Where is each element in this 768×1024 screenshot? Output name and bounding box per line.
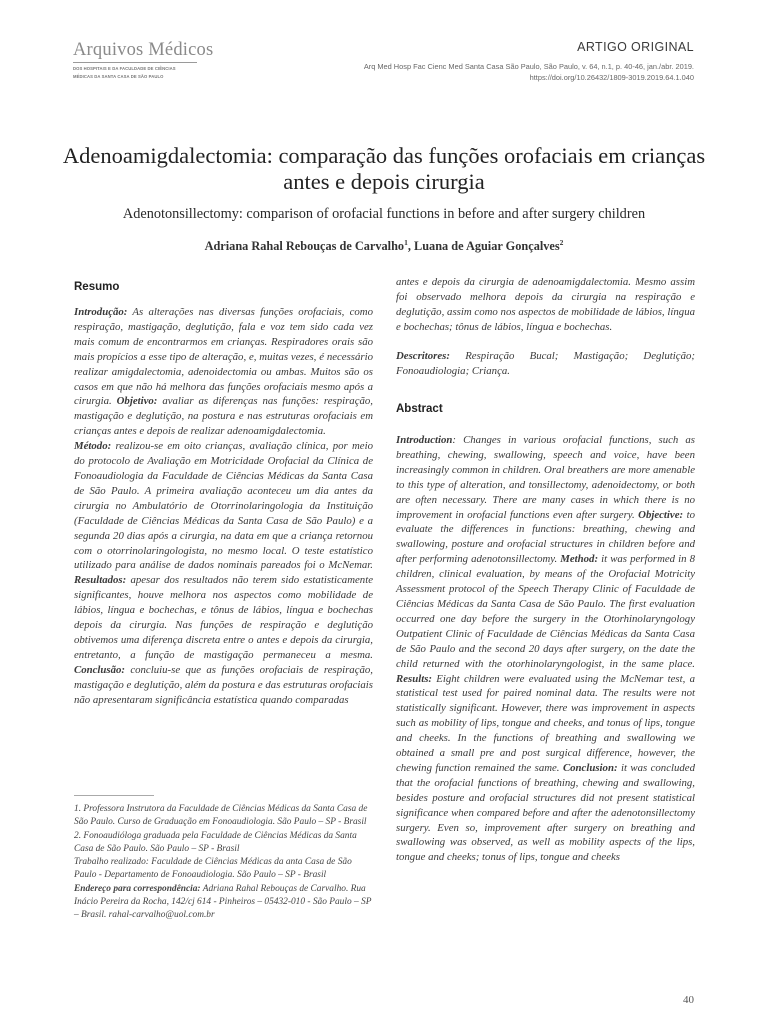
journal-logo <box>73 40 213 79</box>
resumo-paragraph <box>74 305 373 439</box>
citation <box>364 61 694 83</box>
resumo-body <box>74 305 373 707</box>
resumo-intro-text: As alterações nas diversas funções orofaciais, como respiração, mastigação, deglutição, fala e voz tem sido cada vez mais comum de encontrarmos em crianças. Respiradores orais são mais propícios a esse tipo de alteração, e, muitas vezes, é necessário realizar amigdalectomia, adenoidectomia ou ambas. Muitos são os casos em que não há melhora das funções orofaciais mesmo após a cirurgia. <box>74 306 373 408</box>
label-introducao: Introdução: <box>74 306 128 318</box>
resumo-conclusion-text: concluiu-se que as funções orofaciais de respiração, mastigação e deglutição, além da postura e das estruturas orofaciais não apresentaram significância estatística quando comparadas <box>74 663 373 706</box>
author-affiliation-mark: 2 <box>559 238 564 247</box>
label-results: Results: <box>396 672 432 685</box>
doi-link[interactable]: https://doi.org/10.26432/1809-3019.2019.64.1.040 <box>529 73 694 82</box>
journal-subtitle-line1: DOS HOSPITAIS E DA FACULDADE DE CIÊNCIAS <box>73 66 176 71</box>
abstract-intro-text: : Changes in various orofacial functions, such as breathing, chewing, swallowing, speech and voice, have been increasingly common in children. Oral breathers are more amenable to this type of alteration, and tonsillectomy, adenoidectomy, or both are often necessary. There are many cases in which there is no improvement in orofacial functions even after surgery. <box>396 434 695 521</box>
author-name: Adriana Rahal Rebouças de Carvalho <box>204 239 405 254</box>
label-conclusion: Conclusion: <box>559 761 618 774</box>
footnotes <box>74 803 374 923</box>
abstract-paragraph <box>396 433 695 865</box>
abstract-conclusion-text: it was concluded that the orofacial functions of breathing, chewing and swallowing, besides posture and orofacial structures did not present statistical significance when compared before and after the adenotonsillectomy surgery. Even so, improvement after surgery on breathing and swallowing was observed, as well as mobility aspects of the lips, tongue and cheeks; tonus of lips, tongue and cheeks <box>396 761 695 864</box>
journal-title: Arquivos Médicos <box>73 40 214 60</box>
descritores-text: Respiração Bucal; Mastigação; Deglutição; Fonoaudiologia; Criança. <box>396 349 695 377</box>
resumo-results-text: apesar dos resultados não terem sido estatisticamente significantes, houve melhora nos aspectos como mobilidade de lábios, língua e bochechas, e tônus de lábios, língua e bochechas depois da cirurgia. Nas funções de respiração e deglutição obtivemos uma diferença discreta entre o antes e depois da cirurgia, entretanto, a função de mastigação permaneceu a mesma. <box>74 574 373 661</box>
label-metodo: Método: <box>74 440 112 453</box>
author-separator: , <box>407 239 414 254</box>
footnote-divider <box>74 795 154 796</box>
descritores <box>396 349 695 379</box>
footnote-work: Trabalho realizado: Faculdade de Ciências Médicas da anta Casa de São Paulo - Departamento de Fonoaudiologia. São Paulo – SP - Brasil <box>74 857 352 881</box>
article-title: Adenoamigdalectomia: comparação das funções orofaciais em crianças antes e depois cirurgia <box>62 143 706 194</box>
label-introduction: Introduction <box>396 434 453 446</box>
journal-subtitle-line2: MÉDICAS DA SANTA CASA DE SÃO PAULO <box>73 74 164 79</box>
abstract-heading: Abstract <box>396 403 443 415</box>
resumo-continuation <box>396 275 695 378</box>
abstract-body <box>396 433 695 865</box>
author-affiliation-mark: 1 <box>404 238 408 247</box>
article-title-english: Adenotonsillectomy: comparison of orofacial functions in before and after surgery children <box>122 206 646 222</box>
label-method: Method: <box>557 553 599 566</box>
author-name: Luana de Aguiar Gonçalves <box>414 239 560 254</box>
citation-reference: Arq Med Hosp Fac Cienc Med Santa Casa São Paulo, São Paulo, v. 64, n.1, p. 40-46, jan./abr. 2019. <box>363 62 694 71</box>
authors-line <box>60 238 708 254</box>
resumo-heading: Resumo <box>74 281 120 293</box>
article-type-label: ARTIGO ORIGINAL <box>577 40 694 54</box>
label-resultados: Resultados: <box>74 574 127 587</box>
abstract-objective-text: to evaluate the differences in functions: breathing, chewing and swallowing, posture and orofacial structures in children before and after performing adenotonsillectomy. <box>396 508 695 566</box>
resumo-objective-text: avaliar as diferenças nas funções: respiração, mastigação e deglutição, na postura e nas estruturas orofaciais em crianças antes e depois de realizar adenoamigdalectomia. <box>74 395 373 438</box>
page-number: 40 <box>683 994 694 1006</box>
resumo-conclusion-continued: antes e depois da cirurgia de adenoamigdalectomia. Mesmo assim foi observado melhora depois da cirurgia na respiração e deglutição, assim como nos aspectos de mobilidade de lábios, língua e bochechas; tônus de lábios, língua e bochechas. <box>396 276 695 333</box>
resumo-method-text: realizou-se em oito crianças, avaliação clínica, por meio do protocolo de Avaliação em Motricidade Orofacial da Clínica de Fonoaudiologia da Faculdade de Ciências Médicas da Santa Casa de São Paulo. A primeira avaliação aconteceu um dia antes da cirurgia no Ambulatório de Otorrinolaringologia da Instituição (Faculdade de Ciências Médicas da Santa Casa de São Paulo) e a segunda 20 dias após a cirurgia, na data em que a criança retornou com o otorrinolaringologista, no mesmo local. O teste estatístico utilizado para análise de dados nominais pareados foi o McNemar. <box>74 440 373 572</box>
footnote-2: 2. Fonoaudióloga graduada pela Faculdade de Ciências Médicas da Santa Casa de São Paulo. São Paulo – SP - Brasil <box>74 830 357 854</box>
footnote-1: 1. Professora Instrutora da Faculdade de Ciências Médicas da Santa Casa de São Paulo. Curso de Graduação em Fonoaudiologia. São Paulo – SP - Brasil <box>74 804 368 828</box>
label-objetivo: Objetivo: <box>111 395 158 408</box>
abstract-method-text: it was performed in 8 children, clinical evaluation, by means of the Orofacial Motricity Assessment protocol of the Speech Therapy Clinic of Faculdade de Ciências Médicas da Santa Casa de São Paulo. The first evaluation occurred one day before the surgery in the Otorhinolaryngology Outpatient Clinic of Faculdade de Ciências Médicas da Santa Casa de São Paulo and the second 20 days after surgery, on the date the child returned with the otorhinolaryngologist, in the same place. <box>396 553 696 670</box>
logo-divider <box>73 62 197 63</box>
label-conclusao: Conclusão: <box>74 663 125 676</box>
label-correspondence: Endereço para correspondência: <box>74 883 201 894</box>
footnote-correspondence <box>74 883 374 923</box>
resumo-paragraph <box>74 439 373 707</box>
correspondence-text: Adriana Rahal Rebouças de Carvalho. Rua Inácio Pereira da Rocha, 142/cj 614 - Pinheiros – 05432-010 - São Paulo – SP – Brasil. rahal-carvalho@uol.com.br <box>74 883 372 921</box>
abstract-results-text: Eight children were evaluated using the McNemar test, a statistical test used for paired nominal data. The results were not statistically significant. However, there was improvement in aspects such as mobility of lips, tongue and cheeks, and tonus of lips, tongue and cheeks. In the functions of breathing and swallowing we obtained a small pre and post surgical difference, however, the chewing function remained the same. <box>396 672 695 774</box>
label-objective: Objective: <box>634 508 684 521</box>
label-descritores: Descritores: <box>396 349 450 362</box>
